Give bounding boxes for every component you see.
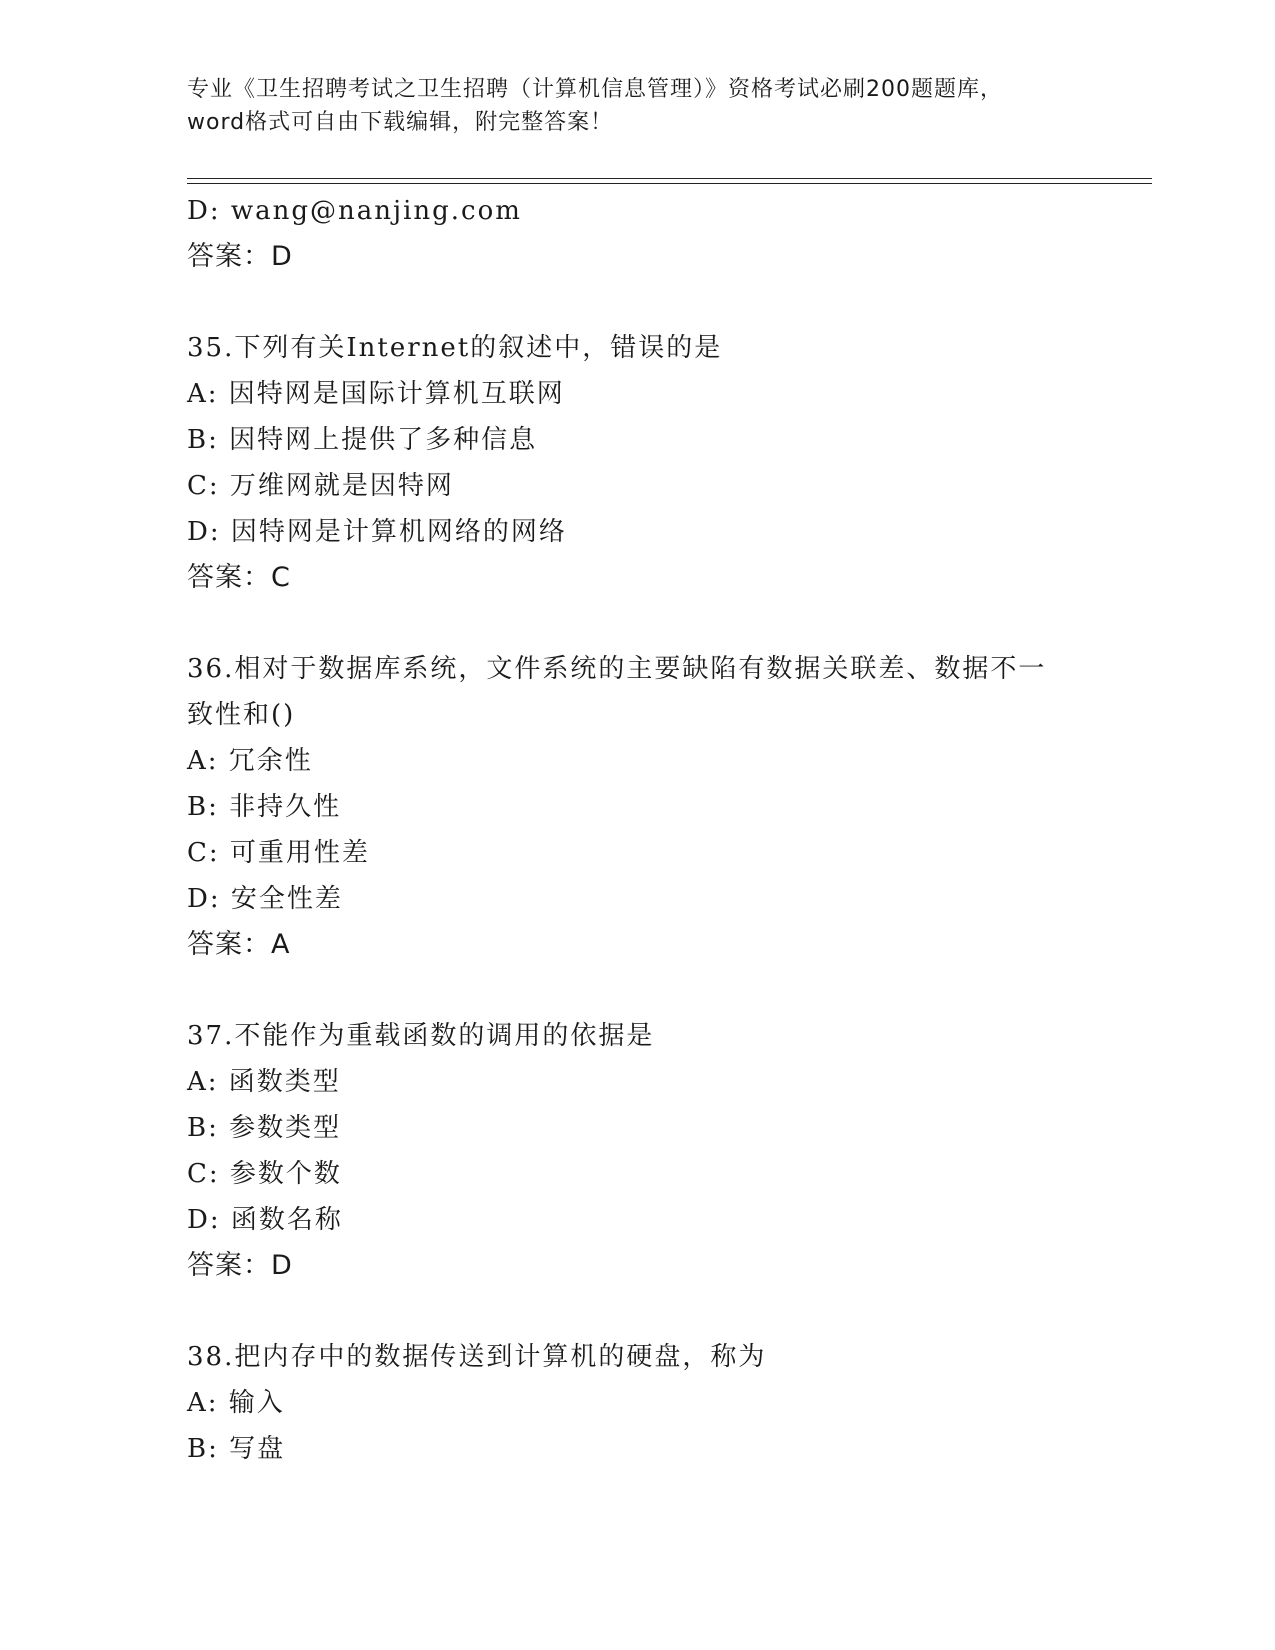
question-37-option-c: C: 参数个数 [187,1159,342,1189]
question-36-option-a: A: 冗余性 [187,746,313,776]
question-list [187,188,1087,1472]
header-divider-top [187,178,1152,179]
question-35 [187,325,1087,601]
spacer [187,1289,1087,1334]
question-38-option-a: A: 输入 [187,1388,285,1418]
question-35-option-b: B: 因特网上提供了多种信息 [187,425,538,455]
question-36-answer: 答案：A [187,929,291,960]
question-38-option-b: B: 写盘 [187,1434,286,1464]
spacer [187,968,1087,1013]
question-35-option-a: A: 因特网是国际计算机互联网 [187,379,565,409]
spacer [187,280,1087,325]
header-line-1: 专业《卫生招聘考试之卫生招聘（计算机信息管理）》资格考试必刷200题题库， [187,77,1003,102]
question-36-text-line-2: 致性和() [187,700,296,730]
question-37-option-d: D: 函数名称 [187,1205,343,1235]
question-36-text-line-1: 36.相对于数据库系统，文件系统的主要缺陷有数据关联差、数据不一 [187,654,1047,684]
answer-prev: 答案：D [187,241,293,272]
option-d-prev: D: wang@nanjing.com [187,196,522,226]
question-36-option-d: D: 安全性差 [187,884,343,914]
question-37-option-b: B: 参数类型 [187,1113,342,1143]
spacer [187,601,1087,646]
document-header [187,73,1087,139]
question-35-option-d: D: 因特网是计算机网络的网络 [187,517,567,547]
header-divider-bottom [187,183,1152,184]
header-line-2: word格式可自由下载编辑，附完整答案！ [187,110,614,135]
question-38-text: 38.把内存中的数据传送到计算机的硬盘，称为 [187,1342,767,1372]
question-37-answer: 答案：D [187,1250,293,1281]
question-36-option-b: B: 非持久性 [187,792,342,822]
question-38 [187,1334,1087,1472]
question-35-text: 35.下列有关Internet的叙述中，错误的是 [187,333,723,363]
question-37-text: 37.不能作为重载函数的调用的依据是 [187,1021,655,1051]
question-37-option-a: A: 函数类型 [187,1067,341,1097]
question-36-option-c: C: 可重用性差 [187,838,370,868]
question-35-answer: 答案：C [187,562,291,593]
question-37 [187,1013,1087,1289]
question-35-option-c: C: 万维网就是因特网 [187,471,454,501]
question-36 [187,646,1087,968]
